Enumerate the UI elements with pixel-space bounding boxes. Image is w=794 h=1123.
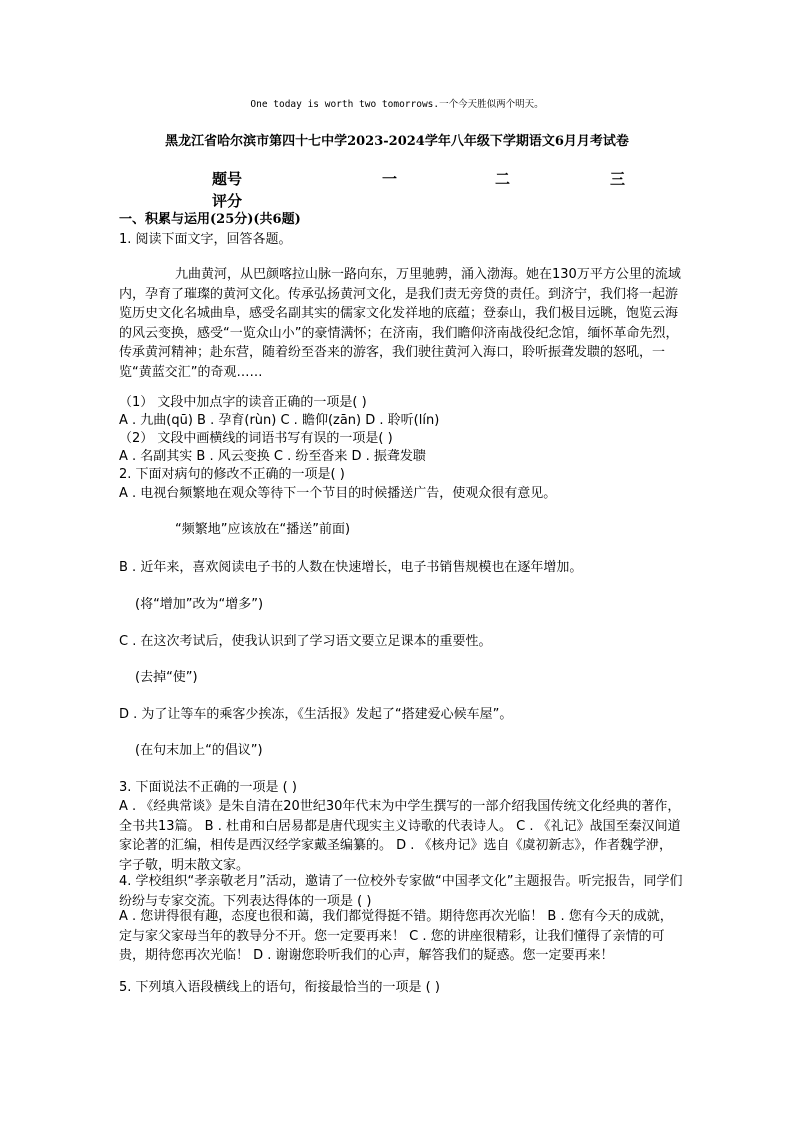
question-5-stem: 5. 下列填入语段横线上的语句，衔接最恰当的一项是 ( ) [119,980,440,995]
question-2-option-a-note: “频繁地”应该放在“播送”前面) [175,522,351,537]
question-2-option-c-note: (去掉“使”) [135,670,198,685]
question-1-sub2: （2） 文段中画横线的词语书写有误的一项是( ) [119,431,393,446]
page-motto: One today is worth two tomorrows.一个今天胜似两个明天。 [250,99,544,110]
question-2-option-d: D . 为了让等车的乘客少挨冻，《生活报》发起了“搭建爱心候车屋”。 [119,707,513,722]
question-1-passage: 九曲黄河，从巴颜喀拉山脉一路向东，万里驰骋，涌入渤海。她在130万平方公里的流域内，孕育了璀璨的黄河文化。传承弘扬黄河文化，是我们责无旁贷的责任。到济宁，我们将一起游览历史文化名城曲阜，感受名副其实的儒家文化发祥地的底蕴；登泰山，我们极目远眺，饱览云海的风云变换，感受“一览众山小”的豪情满怀；在济南，我们瞻仰济南战役纪念馆，缅怀革命先烈，传承黄河精神；赴东营，随着纷至沓来的游客，我们驶往黄河入海口，聆听振聋发聩的怒吼，一览“黄蓝交汇”的奇观…… [119,267,681,380]
score-table-row-label-score: 评分 [212,192,243,210]
score-table-col-3: 三 [610,170,626,188]
question-1-stem: 1. 阅读下面文字，回答各题。 [119,232,292,247]
question-1-sub1: （1） 文段中加点字的读音正确的一项是( ) [119,395,367,410]
exam-title: 黑龙江省哈尔滨市第四十七中学2023-2024学年八年级下学期语文6月月考试卷 [165,134,629,149]
question-1-sub1-options: A . 九曲(qū) B . 孕育(rùn) C . 瞻仰(zān) D . 聆听(lín) [119,413,440,428]
score-table-col-1: 一 [382,170,398,188]
question-1-sub2-options: A . 名副其实 B . 风云变换 C . 纷至沓来 D . 振聋发聩 [119,449,426,464]
question-3-body: A . 《经典常谈》是朱自清在20世纪30年代末为中学生撰写的一部介绍我国传统文化经典的著作，全书共13篇。 B . 杜甫和白居易都是唐代现实主义诗歌的代表诗人。 C . 《礼记》战国至秦汉间道家论著的汇编，相传是西汉经学家戴圣编纂的。 D . 《核舟记》选自《虞初新志》，作者魏学洢，字子敬，明末散文家。 [119,799,681,873]
question-2-option-b-note: (将“增加”改为“增多”) [135,597,264,612]
question-3-stem: 3. 下面说法不正确的一项是 ( ) [119,780,297,795]
question-2-option-a: A . 电视台频繁地在观众等待下一个节目的时候播送广告，使观众很有意见。 [119,486,557,501]
question-4-body: 4. 学校组织“孝亲敬老月”活动，邀请了一位校外专家做“中国孝文化”主题报告。听完报告，同学们纷纷与专家交流。下列表达得体的一项是 ( ) [119,874,683,909]
question-2-option-b: B . 近年来，喜欢阅读电子书的人数在快速增长，电子书销售规模也在逐年增加。 [119,560,583,575]
question-2-option-c: C . 在这次考试后，使我认识到了学习语文要立足课本的重要性。 [119,634,492,649]
section-heading: 一、积累与运用(25分)(共6题) [119,212,301,227]
question-2-option-d-note: (在句末加上“的倡议”) [135,743,263,758]
score-table-col-2: 二 [495,170,511,188]
score-table-row-label-number: 题号 [212,170,243,188]
question-4-options: A . 您讲得很有趣，态度也很和蔼，我们都觉得挺不错。期待您再次光临！ B . 您有今天的成就，定与家父家母当年的教导分不开。您一定要再来！ C . 您的讲座很精彩，让我们懂得了亲情的可贵，期待您再次光临！ D . 谢谢您聆听我们的心声，解答我们的疑惑。您一定要再来！ [119,909,673,964]
question-2-stem: 2. 下面对病句的修改不正确的一项是( ) [119,467,345,482]
